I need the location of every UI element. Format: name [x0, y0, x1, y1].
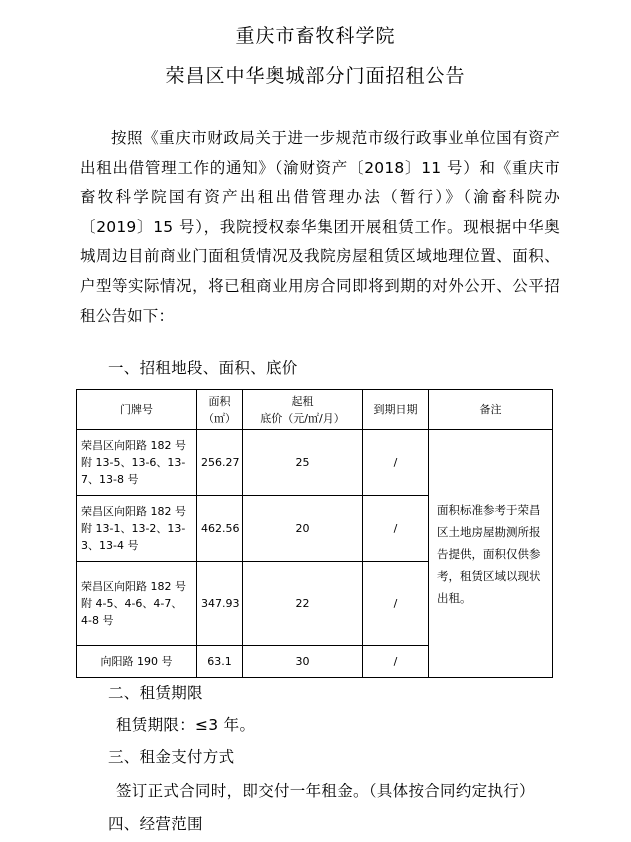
area-cell: 63.1 [197, 646, 243, 678]
door-number-cell: 荣昌区向阳路 182 号附 13-5、13-6、13-7、13-8 号 [77, 430, 197, 496]
table-header-row [77, 390, 553, 430]
price-cell: 20 [243, 496, 363, 562]
section-2-heading: 二、租赁期限 [108, 684, 203, 702]
header-expiry-date: 到期日期 [363, 390, 429, 430]
price-cell: 25 [243, 430, 363, 496]
header-area-label: 面积 [208, 394, 231, 408]
header-price-label: 起租 [291, 394, 314, 408]
remark-cell: 面积标准参考于荣昌区土地房屋勘测所报告提供，面积仅供参考，租赁区域以现状出租。 [429, 430, 553, 678]
title-notice: 荣昌区中华奥城部分门面招租公告 [165, 65, 466, 87]
price-cell: 22 [243, 562, 363, 646]
table-row [77, 430, 553, 496]
header-door-number: 门牌号 [77, 390, 197, 430]
payment-method-text: 签订正式合同时，即交付一年租金。（具体按合同约定执行） [116, 782, 535, 800]
price-cell: 30 [243, 646, 363, 678]
header-remark: 备注 [429, 390, 553, 430]
area-cell: 462.56 [197, 496, 243, 562]
door-number-cell: 荣昌区向阳路 182 号附 4-5、4-6、4-7、4-8 号 [77, 562, 197, 646]
expiry-cell: / [363, 646, 429, 678]
expiry-cell: / [363, 430, 429, 496]
header-area [197, 390, 243, 430]
lease-term-text: 租赁期限：≤3 年。 [116, 716, 256, 734]
section-3-heading: 三、租金支付方式 [108, 748, 235, 766]
header-price-unit: 底价（元/㎡/月） [260, 411, 345, 425]
door-number-cell: 向阳路 190 号 [77, 646, 197, 678]
area-cell: 347.93 [197, 562, 243, 646]
header-starting-price [243, 390, 363, 430]
area-cell: 256.27 [197, 430, 243, 496]
section-1-heading: 一、招租地段、面积、底价 [108, 359, 298, 377]
door-number-cell: 荣昌区向阳路 182 号附 13-1、13-2、13-3、13-4 号 [77, 496, 197, 562]
section-4-heading: 四、经营范围 [108, 815, 203, 833]
rental-table [76, 389, 553, 678]
expiry-cell: / [363, 562, 429, 646]
title-institution: 重庆市畜牧科学院 [235, 25, 396, 47]
intro-paragraph: 按照《重庆市财政局关于进一步规范市级行政事业单位国有资产出租出借管理工作的通知》（渝财资产〔2018〕11 号）和《重庆市畜牧科学院国有资产出租出借管理办法（暂行）》（渝畜科院办〔2019〕15 号），我院授权泰华集团开展租赁工作。现根据中华奥城周边目前商业门面租赁情况及我院房屋租赁区域地理位置、面积、户型等实际情况，将已租商业用房合同即将到期的对外公开、公平招租公告如下： [80, 129, 560, 325]
expiry-cell: / [363, 496, 429, 562]
header-area-unit: （㎡） [203, 411, 236, 425]
